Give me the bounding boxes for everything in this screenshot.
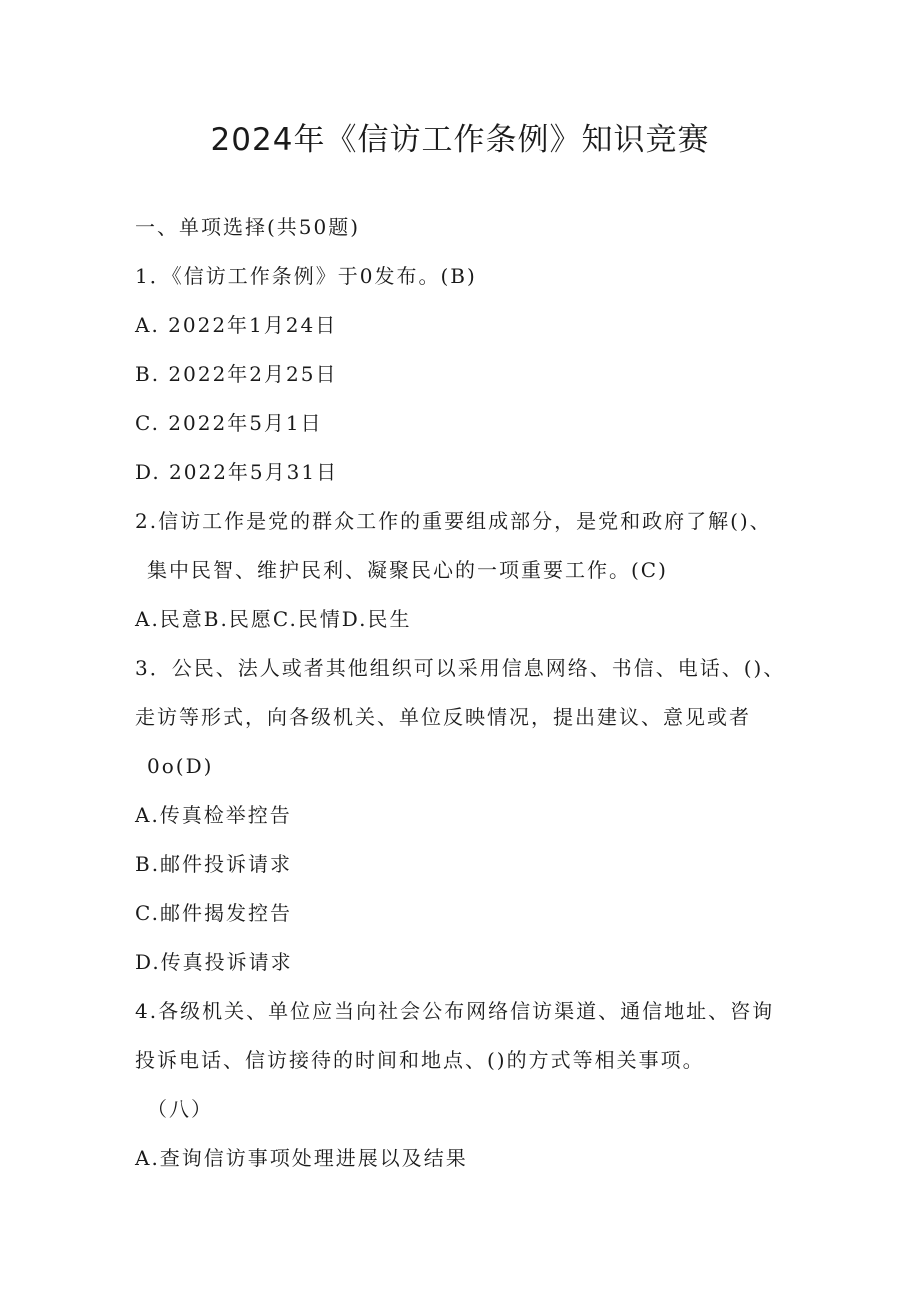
option-text: D.传真投诉请求 bbox=[135, 950, 293, 974]
question-text: 1．《信访工作条例》于0发布。(B) bbox=[135, 264, 477, 288]
question-text: （八） bbox=[147, 1097, 213, 1121]
option-text: A. 2022年1月24日 bbox=[135, 313, 338, 337]
option-text: C.邮件揭发控告 bbox=[135, 901, 292, 925]
question-text: 走访等形式，向各级机关、单位反映情况，提出建议、意见或者 bbox=[135, 705, 751, 729]
option-text: A.民意B.民愿C.民情D.民生 bbox=[135, 607, 412, 631]
question-text: 2.信访工作是党的群众工作的重要组成部分，是党和政府了解()、 bbox=[135, 509, 772, 533]
question-text: 3．公民、法人或者其他组织可以采用信息网络、书信、电话、()、 bbox=[135, 656, 786, 680]
question-text: 集中民智、维护民利、凝聚民心的一项重要工作。(C) bbox=[147, 558, 668, 582]
option-text: B.邮件投诉请求 bbox=[135, 852, 293, 876]
option-text: C. 2022年5月1日 bbox=[135, 411, 323, 435]
document-title: 2024年《信访工作条例》知识竞赛 bbox=[210, 122, 710, 158]
option-text: B. 2022年2月25日 bbox=[135, 362, 338, 386]
question-text: 4.各级机关、单位应当向社会公布网络信访渠道、通信地址、咨询 bbox=[135, 999, 775, 1023]
question-text: 投诉电话、信访接待的时间和地点、()的方式等相关事项。 bbox=[135, 1048, 705, 1072]
option-text: A.查询信访事项处理进展以及结果 bbox=[135, 1146, 468, 1170]
option-text: D. 2022年5月31日 bbox=[135, 460, 339, 484]
question-text: 0o(D) bbox=[147, 754, 214, 778]
section-heading: 一、单项选择(共50题) bbox=[135, 215, 361, 239]
option-text: A.传真检举控告 bbox=[135, 803, 292, 827]
